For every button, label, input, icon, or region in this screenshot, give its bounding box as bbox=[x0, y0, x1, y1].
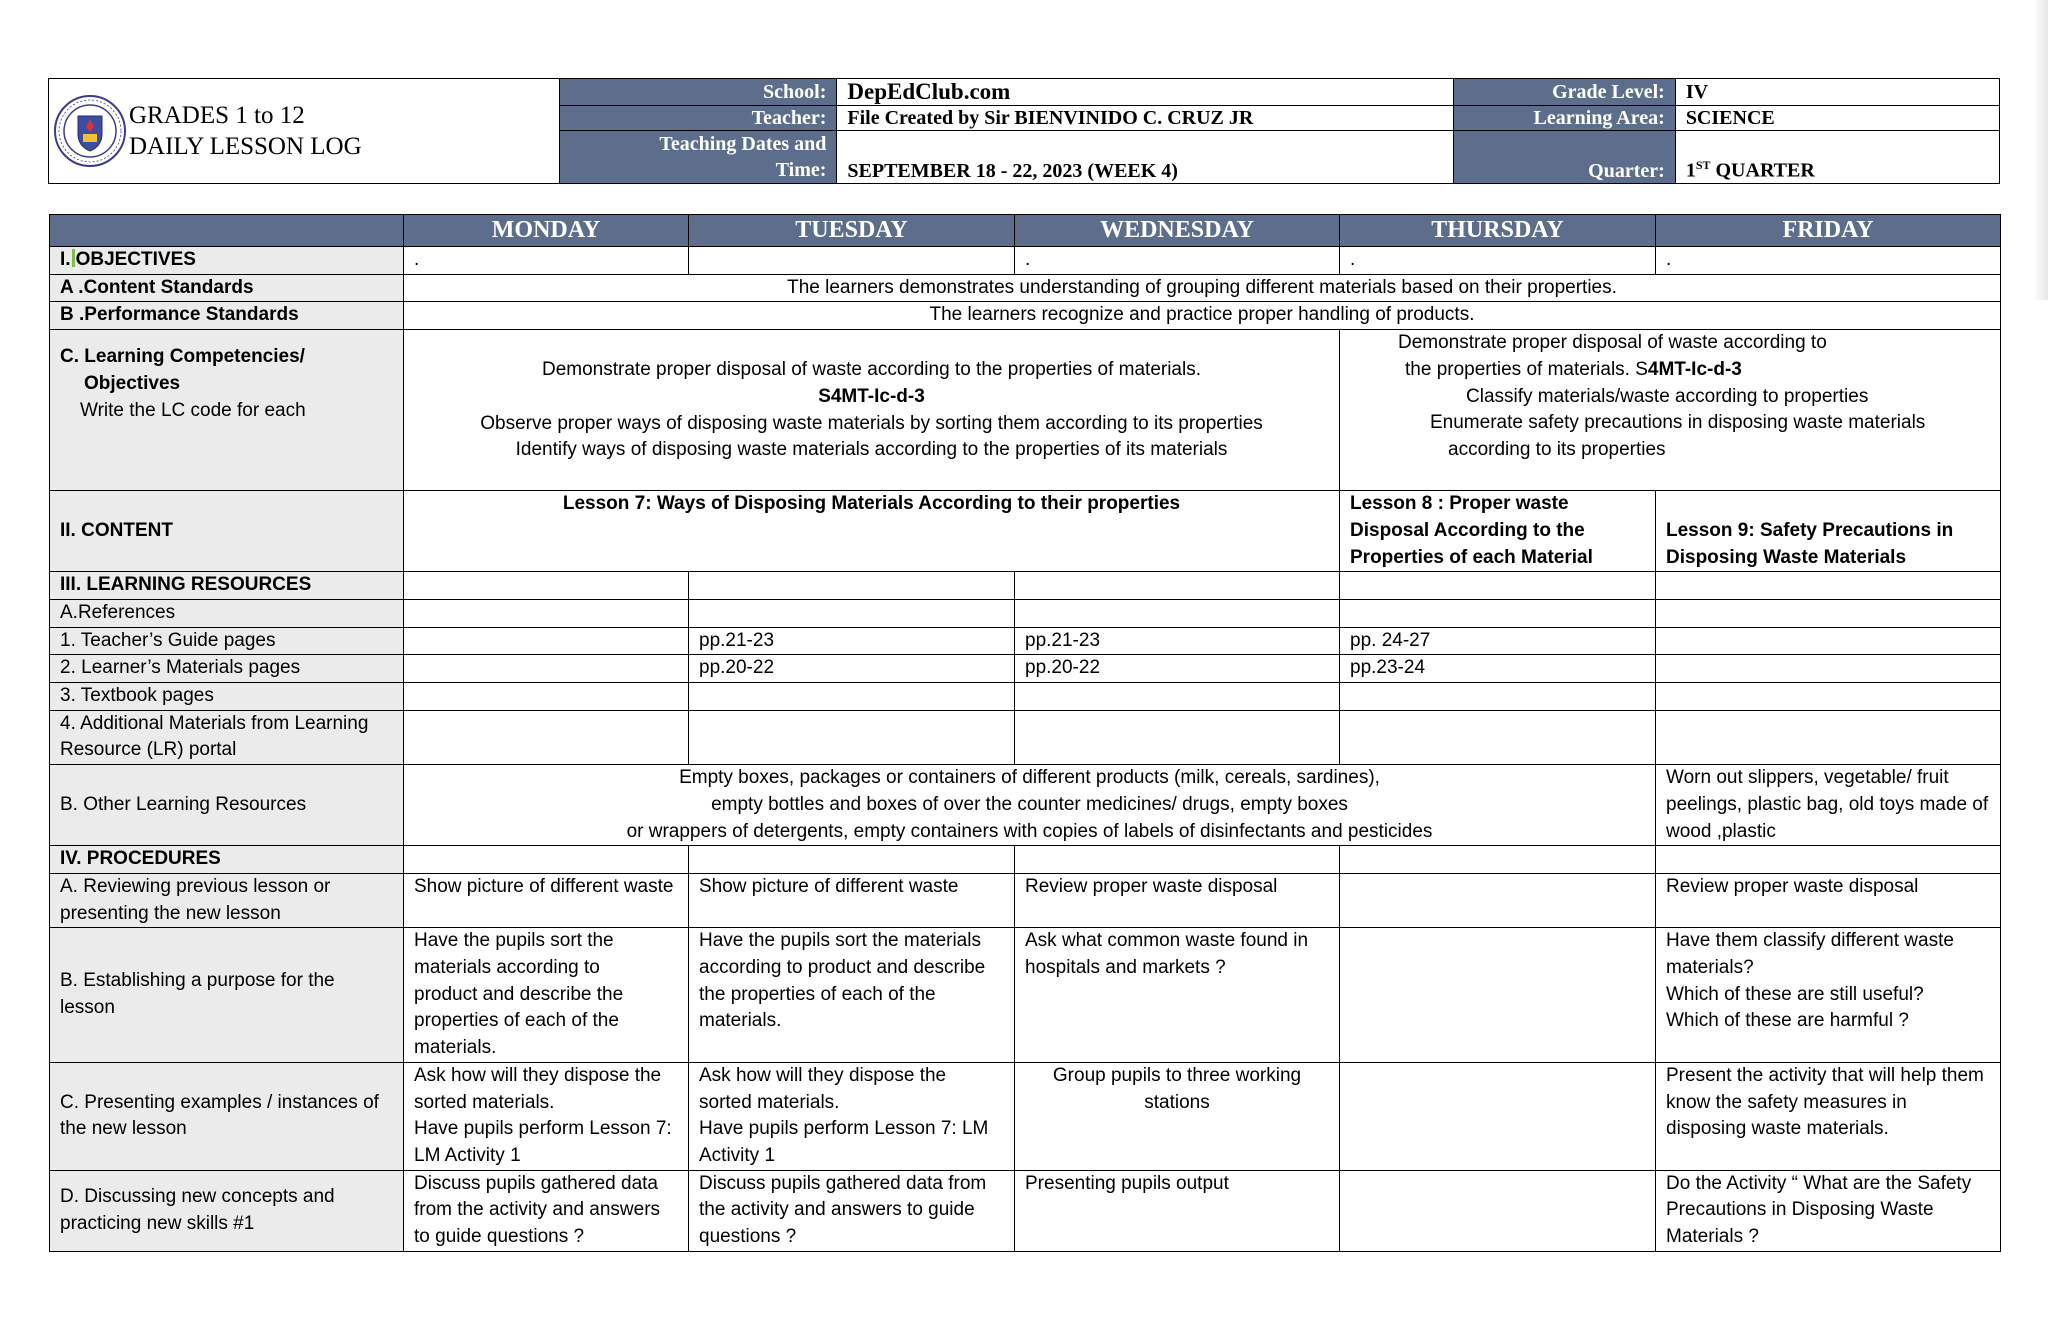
procedure-cell: Discuss pupils gathered data from the activity and answers to guide questions ? bbox=[404, 1170, 689, 1251]
references-cell bbox=[404, 599, 689, 627]
deped-seal-icon bbox=[53, 94, 127, 168]
competencies-right bbox=[1340, 330, 2001, 491]
objectives-label bbox=[50, 247, 404, 275]
procedure-cell: Ask how will they dispose the sorted materials. Have pupils perform Lesson 7: LM Activity 1 bbox=[689, 1062, 1015, 1170]
tg-cell bbox=[1656, 627, 2001, 655]
tg-cell: pp.21-23 bbox=[689, 627, 1015, 655]
competencies-left bbox=[404, 330, 1340, 491]
quarter-num: 1 bbox=[1685, 160, 1696, 182]
other-resources-line2: empty bottles and boxes of over the counter medicines/ drugs, empty boxes bbox=[711, 793, 1348, 815]
procedure-row-c bbox=[50, 1062, 2001, 1170]
title-line1: GRADES 1 to 12 bbox=[129, 102, 305, 129]
textbook-cell bbox=[1340, 683, 1656, 711]
resources-cell bbox=[1015, 572, 1340, 600]
grade-label: Grade Level: bbox=[1453, 79, 1675, 106]
tg-row bbox=[50, 627, 2001, 655]
procedure-cell bbox=[1340, 1062, 1656, 1170]
procedure-cell bbox=[1340, 873, 1656, 927]
textbook-row bbox=[50, 683, 2001, 711]
other-resources-label: B. Other Learning Resources bbox=[50, 765, 404, 846]
references-label: A.References bbox=[50, 599, 404, 627]
competencies-right-line5: according to its properties bbox=[1448, 438, 1666, 460]
resources-label: III. LEARNING RESOURCES bbox=[50, 572, 404, 600]
references-cell bbox=[1340, 599, 1656, 627]
school-value: DepEdClub.com bbox=[837, 79, 1453, 106]
procedure-cell: Show picture of different waste bbox=[689, 873, 1015, 927]
other-resources-line1: Empty boxes, packages or containers of different products (milk, cereals, sardines), bbox=[679, 767, 1380, 789]
lesson8-title: Lesson 8 : Proper waste Disposal According to the Properties of each Material bbox=[1340, 491, 1656, 572]
competencies-right-line4: Enumerate safety precautions in disposing waste materials bbox=[1430, 412, 1926, 434]
day-header-row bbox=[50, 215, 2001, 247]
procedure-cell: Review proper waste disposal bbox=[1015, 873, 1340, 927]
school-label: School: bbox=[560, 79, 837, 106]
procedure-cell: Ask how will they dispose the sorted materials. Have pupils perform Lesson 7: LM Activity 1 bbox=[404, 1062, 689, 1170]
competencies-right-line2 bbox=[1350, 357, 1990, 384]
references-cell bbox=[1015, 599, 1340, 627]
additional-row bbox=[50, 710, 2001, 764]
competencies-left-line1: Demonstrate proper disposal of waste according to the properties of materials. bbox=[542, 359, 1201, 381]
quarter-sup: ST bbox=[1695, 158, 1711, 173]
textbook-cell bbox=[404, 683, 689, 711]
procedure-cell bbox=[1340, 928, 1656, 1063]
objectives-label-pre: I. bbox=[60, 249, 71, 270]
textbook-cell bbox=[1656, 683, 2001, 711]
performance-standards-row bbox=[50, 302, 2001, 330]
header-table bbox=[48, 78, 2000, 184]
procedure-cell: Presenting pupils output bbox=[1015, 1170, 1340, 1251]
competencies-label-line1: C. Learning Competencies/ bbox=[60, 346, 305, 368]
additional-cell bbox=[1340, 710, 1656, 764]
procedure-row-d bbox=[50, 1170, 2001, 1251]
resources-cell bbox=[404, 572, 689, 600]
quarter-value bbox=[1675, 131, 1999, 184]
other-resources-row bbox=[50, 765, 2001, 846]
grade-value: IV bbox=[1675, 79, 1999, 106]
procedure-label: A. Reviewing previous lesson or presenting the new lesson bbox=[50, 873, 404, 927]
resources-header-row bbox=[50, 572, 2001, 600]
competencies-left-line3: Observe proper ways of disposing waste materials by sorting them according to its properties bbox=[480, 412, 1263, 434]
content-label: II. CONTENT bbox=[50, 491, 404, 572]
header-blank-cell bbox=[50, 215, 404, 247]
lm-cell: pp.20-22 bbox=[1015, 655, 1340, 683]
lm-cell bbox=[404, 655, 689, 683]
day-friday: FRIDAY bbox=[1656, 215, 2001, 247]
competencies-right-line2-pre: the properties of materials. S bbox=[1405, 358, 1648, 380]
procedure-cell: Have the pupils sort the materials according to product and describe the properties of each of the materials. bbox=[689, 928, 1015, 1063]
procedures-cell bbox=[689, 846, 1015, 874]
resources-cell bbox=[689, 572, 1015, 600]
dates-value: SEPTEMBER 18 - 22, 2023 (WEEK 4) bbox=[837, 131, 1453, 184]
procedure-cell: Discuss pupils gathered data from the activity and answers to guide questions ? bbox=[689, 1170, 1015, 1251]
additional-label: 4. Additional Materials from Learning Resource (LR) portal bbox=[50, 710, 404, 764]
procedure-cell: Have the pupils sort the materials according to product and describe the properties of each of the materials. bbox=[404, 928, 689, 1063]
competencies-right-line1: Demonstrate proper disposal of waste according to bbox=[1398, 332, 1827, 354]
procedure-cell: Have them classify different waste materials? Which of these are still useful? Which of these are harmful ? bbox=[1656, 928, 2001, 1063]
procedures-cell bbox=[1656, 846, 2001, 874]
tg-label: 1. Teacher’s Guide pages bbox=[50, 627, 404, 655]
dates-label-line1: Teaching Dates and bbox=[659, 133, 827, 155]
day-wednesday: WEDNESDAY bbox=[1015, 215, 1340, 247]
resources-cell bbox=[1340, 572, 1656, 600]
quarter-label: Quarter: bbox=[1453, 131, 1675, 184]
content-standards-label: A .Content Standards bbox=[50, 274, 404, 302]
procedure-label: D. Discussing new concepts and practicing new skills #1 bbox=[50, 1170, 404, 1251]
procedure-cell: Ask what common waste found in hospitals and markets ? bbox=[1015, 928, 1340, 1063]
procedure-row-b bbox=[50, 928, 2001, 1063]
lm-cell: pp.20-22 bbox=[689, 655, 1015, 683]
teacher-value: File Created by Sir BIENVINIDO C. CRUZ JR bbox=[837, 106, 1453, 131]
content-row bbox=[50, 491, 2001, 572]
procedure-cell: Review proper waste disposal bbox=[1656, 873, 2001, 927]
day-thursday: THURSDAY bbox=[1340, 215, 1656, 247]
tg-cell bbox=[404, 627, 689, 655]
references-cell bbox=[689, 599, 1015, 627]
procedure-row-a bbox=[50, 873, 2001, 927]
objectives-label-post: OBJECTIVES bbox=[75, 249, 196, 270]
objectives-cell: . bbox=[1015, 247, 1340, 275]
additional-cell bbox=[1015, 710, 1340, 764]
additional-cell bbox=[404, 710, 689, 764]
dates-label-line2: Time: bbox=[775, 159, 827, 181]
procedure-cell: Do the Activity “ What are the Safety Precautions in Disposing Waste Materials ? bbox=[1656, 1170, 2001, 1251]
dates-label bbox=[560, 131, 837, 184]
lm-cell: pp.23-24 bbox=[1340, 655, 1656, 683]
procedures-label: IV. PROCEDURES bbox=[50, 846, 404, 874]
performance-standards-label: B .Performance Standards bbox=[50, 302, 404, 330]
day-monday: MONDAY bbox=[404, 215, 689, 247]
procedure-cell: Group pupils to three working stations bbox=[1015, 1062, 1340, 1170]
objectives-cell: . bbox=[404, 247, 689, 275]
other-resources-friday: Worn out slippers, vegetable/ fruit peelings, plastic bag, old toys made of wood ,plastic bbox=[1656, 765, 2001, 846]
teacher-label: Teacher: bbox=[560, 106, 837, 131]
performance-standards-text: The learners recognize and practice proper handling of products. bbox=[404, 302, 2001, 330]
competencies-label-line3: Write the LC code for each bbox=[80, 399, 306, 421]
procedures-cell bbox=[404, 846, 689, 874]
tg-cell: pp.21-23 bbox=[1015, 627, 1340, 655]
lm-row bbox=[50, 655, 2001, 683]
objectives-cell: . bbox=[1656, 247, 2001, 275]
competencies-left-line4: Identify ways of disposing waste materials according to the properties of its materials bbox=[515, 439, 1228, 461]
procedures-cell bbox=[1015, 846, 1340, 874]
references-row bbox=[50, 599, 2001, 627]
references-cell bbox=[1656, 599, 2001, 627]
objectives-cell bbox=[689, 247, 1015, 275]
content-standards-text: The learners demonstrates understanding of grouping different materials based on their properties. bbox=[404, 274, 2001, 302]
competencies-left-code: S4MT-Ic-d-3 bbox=[818, 385, 925, 407]
other-resources-line3: or wrappers of detergents, empty containers with copies of labels of disinfectants and pesticides bbox=[626, 820, 1433, 842]
lm-label: 2. Learner’s Materials pages bbox=[50, 655, 404, 683]
textbook-cell bbox=[689, 683, 1015, 711]
area-value: SCIENCE bbox=[1675, 106, 1999, 131]
lesson9-title: Lesson 9: Safety Precautions in Disposing Waste Materials bbox=[1656, 491, 2001, 572]
other-resources-text bbox=[404, 765, 1656, 846]
quarter-word: QUARTER bbox=[1710, 160, 1815, 182]
title-cell bbox=[49, 79, 560, 184]
procedure-label: C. Presenting examples / instances of the new lesson bbox=[50, 1062, 404, 1170]
procedures-cell bbox=[1340, 846, 1656, 874]
additional-cell bbox=[689, 710, 1015, 764]
objectives-cell: . bbox=[1340, 247, 1656, 275]
lesson7-title: Lesson 7: Ways of Disposing Materials According to their properties bbox=[404, 491, 1340, 572]
competencies-row bbox=[50, 330, 2001, 491]
text-cursor bbox=[72, 249, 75, 267]
competencies-label-line2: Objectives bbox=[84, 372, 181, 394]
tg-cell: pp. 24-27 bbox=[1340, 627, 1656, 655]
procedure-label: B. Establishing a purpose for the lesson bbox=[50, 928, 404, 1063]
competencies-right-line3: Classify materials/waste according to properties bbox=[1466, 385, 1869, 407]
lm-cell bbox=[1656, 655, 2001, 683]
area-label: Learning Area: bbox=[1453, 106, 1675, 131]
day-tuesday: TUESDAY bbox=[689, 215, 1015, 247]
textbook-label: 3. Textbook pages bbox=[50, 683, 404, 711]
competencies-right-line2-code: 4MT-Ic-d-3 bbox=[1647, 358, 1742, 380]
procedures-header-row bbox=[50, 846, 2001, 874]
procedure-cell bbox=[1340, 1170, 1656, 1251]
textbook-cell bbox=[1015, 683, 1340, 711]
procedure-cell: Show picture of different waste bbox=[404, 873, 689, 927]
page-edge-shadow bbox=[2034, 0, 2048, 300]
competencies-label bbox=[50, 330, 404, 491]
procedure-cell: Present the activity that will help them know the safety measures in disposing waste materials. bbox=[1656, 1062, 2001, 1170]
objectives-row bbox=[50, 247, 2001, 275]
content-standards-row bbox=[50, 274, 2001, 302]
resources-cell bbox=[1656, 572, 2001, 600]
additional-cell bbox=[1656, 710, 2001, 764]
title-line2: DAILY LESSON LOG bbox=[129, 133, 362, 160]
lesson-table bbox=[49, 214, 2001, 1252]
